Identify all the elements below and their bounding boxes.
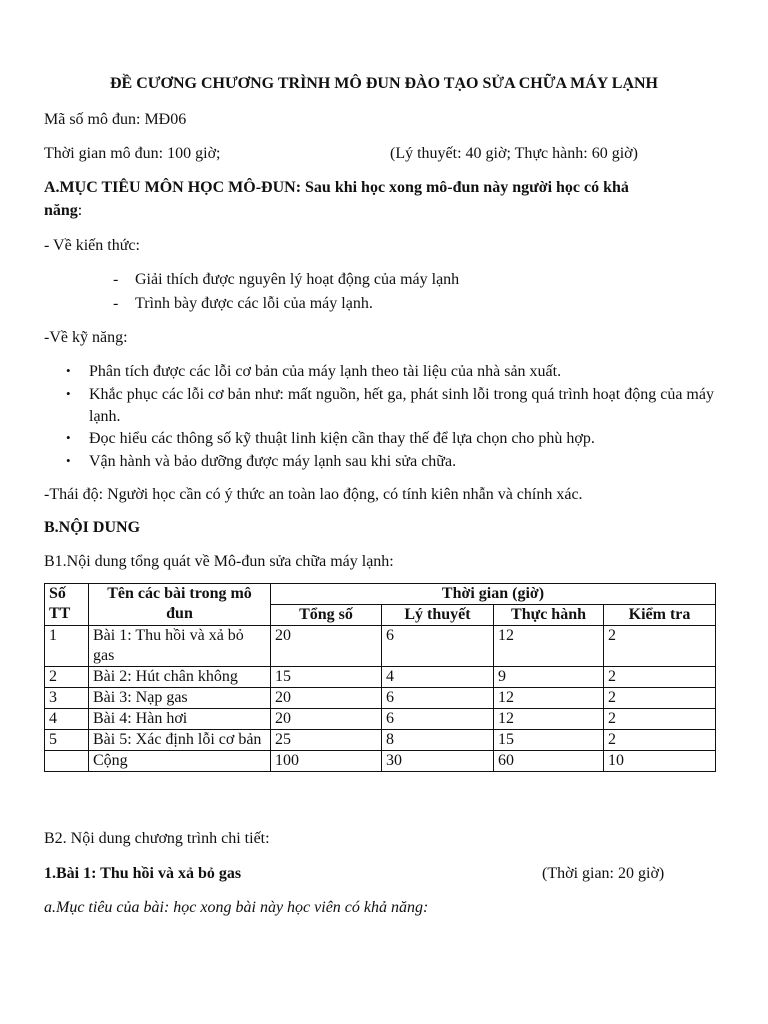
cell-lesson-name: Bài 1: Thu hồi và xả bỏ gas [89, 626, 271, 667]
knowledge-item-text: Trình bày được các lỗi của máy lạnh. [135, 295, 373, 312]
cell-theory: 4 [382, 667, 494, 688]
cell-total: 25 [271, 730, 382, 751]
table-row [45, 667, 716, 688]
bullet-marker: • [66, 386, 71, 401]
header-time: Thời gian (giờ) [271, 584, 716, 605]
skills-item-text: Khắc phục các lỗi cơ bản như: mất nguồn, hết ga, phát sinh lỗi trong quá trình hoạt động của máy lạnh. [89, 386, 714, 425]
skills-item-text: Phân tích được các lỗi cơ bản của máy lạnh theo tài liệu của nhà sản xuất. [89, 363, 562, 380]
skills-item [0, 384, 768, 428]
bullet-marker: • [66, 430, 71, 445]
cell-test: 2 [604, 626, 716, 667]
cell-total: 20 [271, 688, 382, 709]
table-row [45, 626, 716, 667]
cell-stt: 4 [45, 709, 89, 730]
module-table [44, 583, 716, 772]
cell-lesson-name: Cộng [89, 751, 271, 772]
section-a-heading-colon: : [77, 202, 83, 219]
cell-stt [45, 751, 89, 772]
module-time: Thời gian mô đun: 100 giờ; [44, 145, 221, 162]
cell-lesson-name: Bài 4: Hàn hơi [89, 709, 271, 730]
header-lesson-name: Tên các bài trong mô đun [89, 584, 271, 626]
cell-lesson-name: Bài 2: Hút chân không [89, 667, 271, 688]
knowledge-item-text: Giải thích được nguyên lý hoạt động của máy lạnh [135, 271, 460, 288]
bullet-marker: • [66, 363, 71, 378]
cell-stt: 2 [45, 667, 89, 688]
table-total-row [45, 751, 716, 772]
cell-theory: 8 [382, 730, 494, 751]
cell-test: 2 [604, 667, 716, 688]
b2-label: B2. Nội dung chương trình chi tiết: [44, 830, 270, 847]
cell-practice: 12 [494, 709, 604, 730]
cell-practice: 9 [494, 667, 604, 688]
dash-marker: - [113, 271, 119, 288]
cell-test: 2 [604, 709, 716, 730]
header-theory: Lý thuyết [382, 605, 494, 626]
dash-marker: - [113, 295, 119, 312]
skills-item-text: Vận hành và bảo dưỡng được máy lạnh sau khi sửa chữa. [89, 453, 457, 470]
cell-total: 20 [271, 626, 382, 667]
cell-practice: 60 [494, 751, 604, 772]
cell-test: 10 [604, 751, 716, 772]
cell-practice: 15 [494, 730, 604, 751]
header-total: Tổng số [271, 605, 382, 626]
cell-practice: 12 [494, 688, 604, 709]
skills-item [0, 361, 768, 385]
lesson1-title: 1.Bài 1: Thu hồi và xả bỏ gas [44, 865, 242, 882]
cell-stt: 1 [45, 626, 89, 667]
section-a-heading-word: năng [44, 202, 78, 219]
section-b-heading: B.NỘI DUNG [44, 519, 141, 536]
cell-stt: 3 [45, 688, 89, 709]
knowledge-label: - Về kiến thức: [44, 237, 140, 254]
table-header-row [45, 584, 716, 605]
cell-stt: 5 [45, 730, 89, 751]
table-row [45, 709, 716, 730]
skills-item-text: Đọc hiểu các thông số kỹ thuật linh kiện cần thay thế để lựa chọn cho phù hợp. [89, 430, 595, 447]
cell-theory: 6 [382, 688, 494, 709]
header-stt: Số TT [45, 584, 89, 626]
table-row [45, 730, 716, 751]
cell-lesson-name: Bài 3: Nạp gas [89, 688, 271, 709]
header-practice: Thực hành [494, 605, 604, 626]
cell-test: 2 [604, 688, 716, 709]
section-a-heading-line2 [44, 201, 82, 221]
cell-total: 15 [271, 667, 382, 688]
cell-total: 20 [271, 709, 382, 730]
header-test: Kiểm tra [604, 605, 716, 626]
bullet-marker: • [66, 453, 71, 468]
cell-lesson-name: Bài 5: Xác định lỗi cơ bản [89, 730, 271, 751]
document-title: ĐỀ CƯƠNG CHƯƠNG TRÌNH MÔ ĐUN ĐÀO TẠO SỬA CHỮA MÁY LẠNH [109, 75, 658, 92]
cell-theory: 6 [382, 626, 494, 667]
table-row [45, 688, 716, 709]
section-a-heading-line1: A.MỤC TIÊU MÔN HỌC MÔ-ĐUN: Sau khi học xong mô-đun này người học có khả [44, 179, 629, 196]
attitude-text: -Thái độ: Người học cần có ý thức an toàn lao động, có tính kiên nhẫn và chính xác. [44, 486, 583, 503]
skills-item [0, 451, 768, 475]
lesson1-time: (Thời gian: 20 giờ) [542, 865, 665, 882]
cell-total: 100 [271, 751, 382, 772]
cell-test: 2 [604, 730, 716, 751]
cell-theory: 6 [382, 709, 494, 730]
skills-label: -Về kỹ năng: [44, 329, 128, 346]
lesson1-goal: a.Mục tiêu của bài: học xong bài này học viên có khả năng: [44, 899, 429, 916]
cell-practice: 12 [494, 626, 604, 667]
cell-theory: 30 [382, 751, 494, 772]
module-code: Mã số mô đun: MĐ06 [44, 111, 187, 128]
skills-item [0, 428, 768, 452]
b1-label: B1.Nội dung tổng quát về Mô-đun sửa chữa máy lạnh: [44, 553, 394, 570]
time-breakdown: (Lý thuyết: 40 giờ; Thực hành: 60 giờ) [390, 145, 638, 162]
